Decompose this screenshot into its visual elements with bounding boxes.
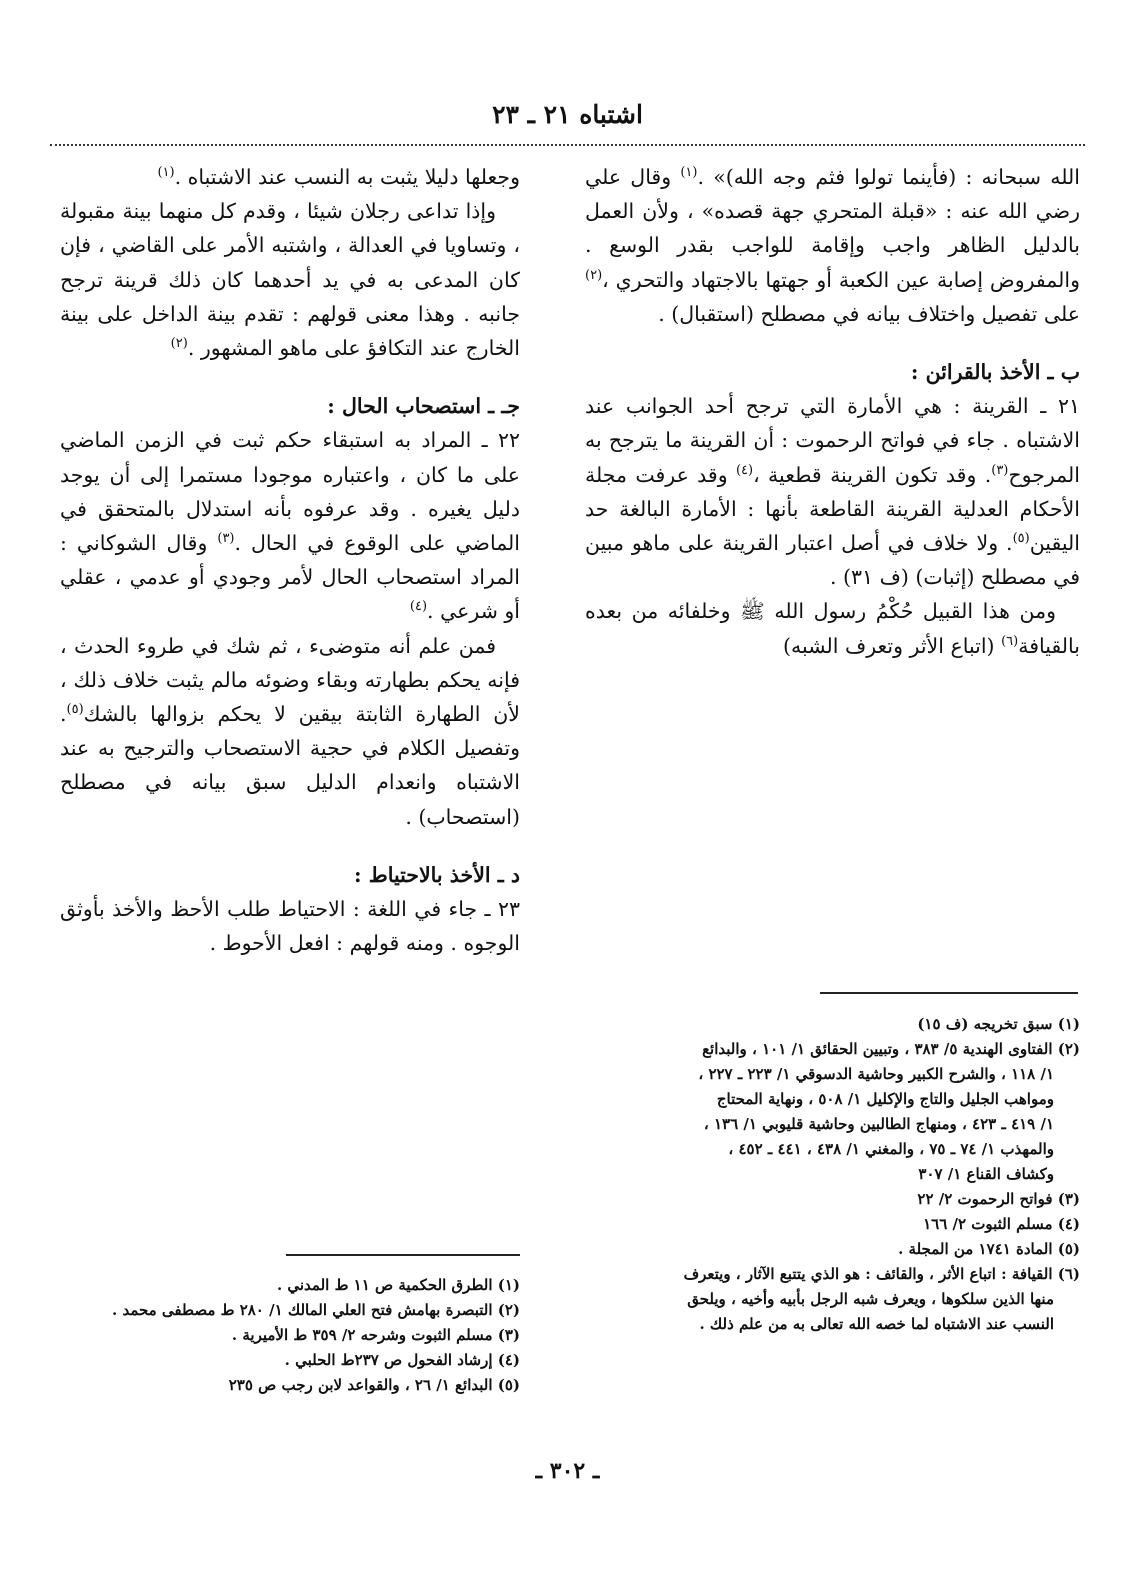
footnote-line: (٤) إرشاد الفحول ص ٢٣٧ط الحلبي .: [284, 1351, 520, 1369]
footnote-line: (٣) مسلم الثبوت وشرحه ٢/ ٣٥٩ ط الأميرية .: [231, 1326, 520, 1344]
footnote-line: ١/ ٤١٩ ـ ٤٢٣ ، ومنهاج الطالبين وحاشية قليوبي ١/ ١٣٦ ،: [703, 1115, 1054, 1133]
footnote-line: (٢) الفتاوى الهندية ٥/ ٣٨٣ ، وتبيين الحقائق ١/ ١٠١ ، والبدائع: [702, 1040, 1080, 1058]
footnote-line: منها الذين سلكوها ، ويعرف شبه الرجل بأبيه وأخيه ، ويلحق: [687, 1290, 1054, 1308]
footnote-line: ومواهب الجليل والتاج والإكليل ١/ ٥٠٨ ، ونهاية المحتاج: [716, 1090, 1054, 1108]
paragraph-23: ٢٣ ـ جاء في اللغة : الاحتياط طلب الأحظ والأخذ بأوثق الوجوه . ومنه قولهم : افعل الأحوط .: [60, 897, 520, 956]
footnotes-left: [60, 1273, 520, 1398]
footnote-line: (١) الطرق الحكمية ص ١١ ط المدني .: [276, 1276, 520, 1294]
left-column: [60, 160, 520, 960]
footnote-line: والمهذب ١/ ٧٤ ـ ٧٥ ، والمغني ١/ ٤٣٨ ، ٤٤١ ـ ٤٥٢ ،: [728, 1140, 1054, 1158]
paragraph-22: ٢٢ ـ المراد به استبقاء حكم ثبت في الزمن الماضي على ما كان ، واعتباره موجودا مستمرا إلى أن يوجد دليل يغيره . وقد عرفوه بأنه استدلال بالمتحقق في الماضي على الوقوع في الحال .$^{(٣)}$ وقال الشوكاني : المراد استصحاب الحال لأمر وجودي أو عدمي ، عقلي أو شرعي .$^{(٤)}$: [60, 428, 520, 624]
footnote-line: النسب عند الاشتباه لما خصه الله تعالى به من علم ذلك .: [699, 1315, 1054, 1333]
footnote-line: (٣) فواتح الرحموت ٢/ ٢٢: [917, 1190, 1080, 1208]
footnote-line: (٤) مسلم الثبوت ٢/ ١٦٦: [923, 1215, 1080, 1233]
page-header-title: اشتباه ٢١ ـ ٢٣: [492, 100, 643, 129]
page-number: ـ ٣٠٢ ـ: [535, 1458, 600, 1484]
section-heading-qaraen: ب ـ الأخذ بالقرائن :: [910, 360, 1080, 385]
footnote-line: (٥) البدائع ١/ ٢٦ ، والقواعد لابن رجب ص ٢٣٥: [228, 1376, 520, 1394]
footnote-line: (٦) القيافة : اتباع الأثر ، والقائف : هو الذي يتتبع الآثار ، ويتعرف: [683, 1265, 1080, 1283]
header-dotted-divider: [50, 144, 1085, 146]
paragraph-tadaa: وإذا تداعى رجلان شيئا ، وقدم كل منهما بينة مقبولة ، وتساويا في العدالة ، واشتبه الأمر على القاضي ، فإن كان المدعى به في يد أحدهما كان ذلك قرينة ترجح جانبه . وهذا معنى قولهم : تقدم بينة الداخل على بينة الخارج عند التكافؤ على ماهو المشهور .$^{(٢)}$: [60, 199, 520, 361]
footnote-divider-right: [820, 992, 1078, 994]
footnote-line: ١/ ١١٨ ، والشرح الكبير وحاشية الدسوقي ١/ ٢٢٣ ـ ٢٢٧ ،: [698, 1065, 1054, 1083]
paragraph-wudu: فمن علم أنه متوضىء ، ثم شك في طروء الحدث ، فإنه يحكم بطهارته وبقاء وضوئه مالم يثبت خلاف ذلك ، لأن الطهارة الثابتة بيقين لا يحكم بزوالها بالشك$^{(٥)}$. وتفصيل الكلام في حجية الاستصحاب والترجيح به عند الاشتباه وانعدام الدليل سبق بيانه في مصطلح (استصحاب) .: [60, 633, 520, 829]
paragraph-qibla: الله سبحانه : (فأينما تولوا فثم وجه الله)» .$^{(١)}$ وقال علي رضي الله عنه : «قبلة المتحري جهة قصده» ، ولأن العمل بالدليل الظاهر واجب وإقامة للواجب بقدر الوسع . والمفروض إصابة عين الكعبة أو جهتها بالاجتهاد والتحري ،$^{(٢)}$ على تفصيل واختلاف بيانه في مصطلح (استقبال) .: [585, 165, 1080, 326]
footnote-divider-left: [286, 1254, 520, 1256]
paragraph-nasab: وجعلها دليلا يثبت به النسب عند الاشتباه .$^{(١)}$: [157, 165, 520, 189]
paragraph-21: ٢١ ـ القرينة : هي الأمارة التي ترجح أحد الجوانب عند الاشتباه . جاء في فواتح الرحموت : أن القرينة ما يترجح به المرجوح$^{(٣)}$. وقد تكون القرينة قطعية ،$^{(٤)}$ وقد عرفت مجلة الأحكام العدلية القرينة القاطعة بأنها : الأمارة البالغة حد اليقين$^{(٥)}$. ولا خلاف في أصل اعتبار القرينة على ماهو مبين في مصطلح (إثبات) (ف ٣١) .: [585, 394, 1080, 590]
footnote-line: وكشاف القناع ١/ ٣٠٧: [918, 1165, 1054, 1183]
section-heading-ihtiyat: د ـ الأخذ بالاحتياط :: [354, 862, 520, 887]
footnote-line: (٥) المادة ١٧٤١ من المجلة .: [898, 1240, 1080, 1258]
footnotes-right: [575, 1012, 1080, 1337]
footnote-line: (١) سبق تخريجه (ف ١٥): [917, 1015, 1080, 1033]
paragraph-qiyafa: ومن هذا القبيل حُكْمُ رسول الله ﷺ وخلفائه من بعده بالقيافة$^{(٦)}$ (اتباع الأثر وتعرف الشبه): [585, 599, 1080, 658]
footnote-line: (٢) التبصرة بهامش فتح العلي المالك ١/ ٢٨٠ ط مصطفى محمد .: [112, 1301, 520, 1319]
right-column: [585, 160, 1080, 663]
section-heading-istishab: جـ ـ استصحاب الحال :: [327, 394, 520, 419]
